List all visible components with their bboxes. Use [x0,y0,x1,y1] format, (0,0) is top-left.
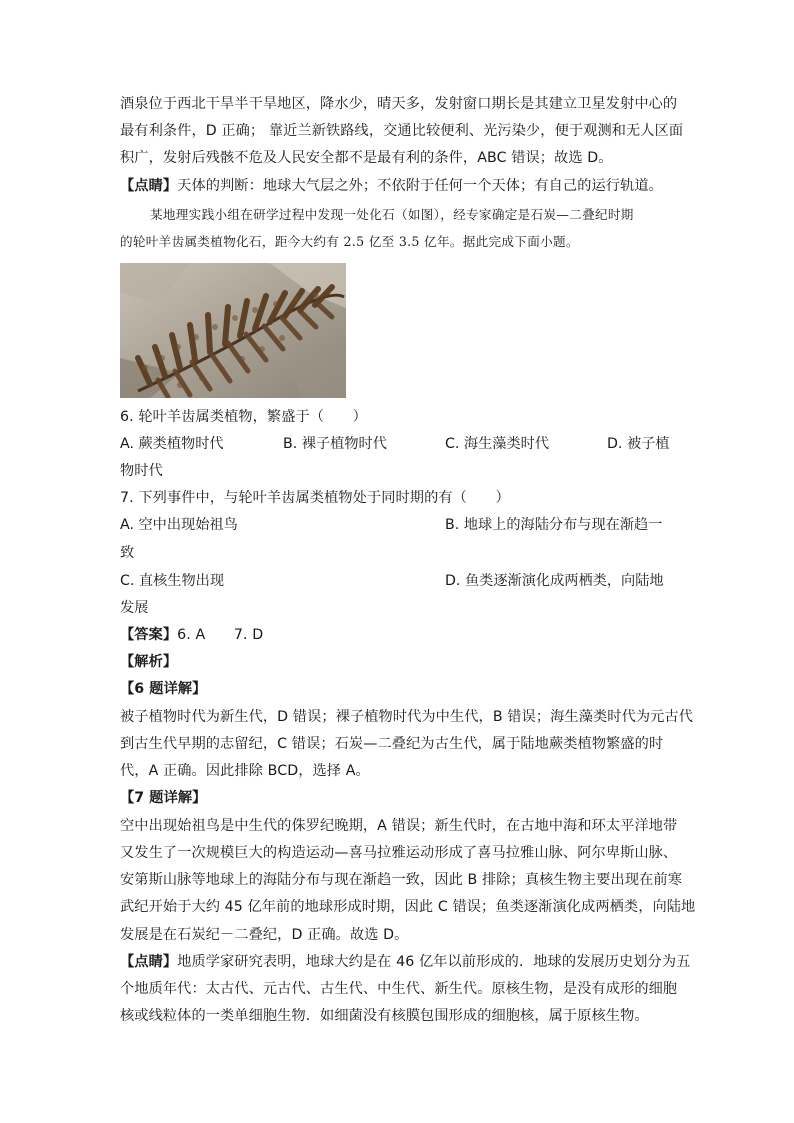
q7-option-c: C. 直核生物出现 [120,573,225,589]
answer-line [120,625,263,645]
tip-line: 个地质年代：太古代、元古代、古生代、中生代、新生代。原核生物，是没有成形的细胞 [120,981,678,997]
material-line: 某地理实践小组在研学过程中发现一处化石（如图），经专家确定是石炭—二叠纪时期 [150,207,634,222]
detail-7-label: 【7 题详解】 [120,790,207,806]
answer-text: 6. A 7. D [177,627,264,643]
detail-7-line: 又发生了一次规模巨大的构造运动—喜马拉雅运动形成了喜马拉雅山脉、阿尔卑斯山脉、 [120,845,678,861]
fern-fossil-image [120,263,346,398]
tip-text: 天体的判断：地球大气层之外；不依附于任何一个天体；有自己的运行轨道。 [177,178,663,194]
q7-option-b: B. 地球上的海陆分布与现在渐趋一 [445,517,663,533]
material-line: 的轮叶羊齿属类植物化石，距今大约有 2.5 亿至 3.5 亿年。据此完成下面小题。 [120,234,579,249]
question-7-stem: 7. 下列事件中，与轮叶羊齿属类植物处于同时期的有（ ） [120,490,510,506]
detail-7-line: 发展是在石炭纪－二叠纪，D 正确。故选 D。 [120,927,409,943]
tip-line [120,952,690,972]
detail-6-line: 到古生代早期的志留纪，C 错误；石炭—二叠纪为古生代，属于陆地蕨类植物繁盛的时 [120,736,664,752]
q7-option-d: D. 鱼类逐渐演化成两栖类，向陆地 [445,573,664,589]
detail-7-line: 空中出现始祖鸟是中生代的侏罗纪晚期，A 错误；新生代时，在古地中海和环太平洋地带 [120,818,678,834]
q6-option-b: B. 裸子植物时代 [283,436,387,452]
analysis-label: 【解析】 [120,654,178,670]
tip-line [120,176,663,196]
q6-option-d: D. 被子植 [607,436,670,452]
tip-label: 【点睛】 [120,954,178,970]
paragraph-line: 酒泉位于西北干旱半干旱地区，降水少，晴天多，发射窗口期长是其建立卫星发射中心的 [120,96,678,112]
detail-7-line: 安第斯山脉等地球上的海陆分布与现在渐趋一致，因此 B 排除；真核生物主要出现在前寒 [120,872,682,888]
tip-text: 地质学家研究表明，地球大约是在 46 亿年以前形成的．地球的发展历史划分为五 [177,954,691,970]
paragraph-line: 积广，发射后残骸不危及人民安全都不是最有利的条件，ABC 错误；故选 D。 [120,150,613,166]
detail-6-line: 被子植物时代为新生代，D 错误；裸子植物时代为中生代，B 错误；海生藻类时代为元古代 [120,709,694,725]
detail-7-line: 武纪开始于大约 45 亿年前的地球形成时期，因此 C 错误；鱼类逐渐演化成两栖类，向陆地 [120,899,696,915]
q7-option-d-wrap: 发展 [120,600,149,616]
detail-6-label: 【6 题详解】 [120,681,207,697]
tip-label: 【点睛】 [120,178,178,194]
q6-option-c: C. 海生藻类时代 [445,436,550,452]
paragraph-line: 最有利条件，D 正确； 靠近兰新铁路线，交通比较便利、光污染少，便于观测和无人区面 [120,123,684,139]
detail-6-line: 代，A 正确。因此排除 BCD，选择 A。 [120,763,370,779]
q6-option-d-wrap: 物时代 [120,463,163,479]
q6-option-a: A. 蕨类植物时代 [120,436,224,452]
tip-line: 核或线粒体的一类单细胞生物．如细菌没有核膜包围形成的细胞核，属于原核生物。 [120,1008,649,1024]
q7-option-a: A. 空中出现始祖鸟 [120,517,238,533]
answer-label: 【答案】 [120,627,178,643]
q7-option-b-wrap: 致 [120,545,135,561]
question-6-stem: 6. 轮叶羊齿属类植物，繁盛于（ ） [120,409,367,425]
